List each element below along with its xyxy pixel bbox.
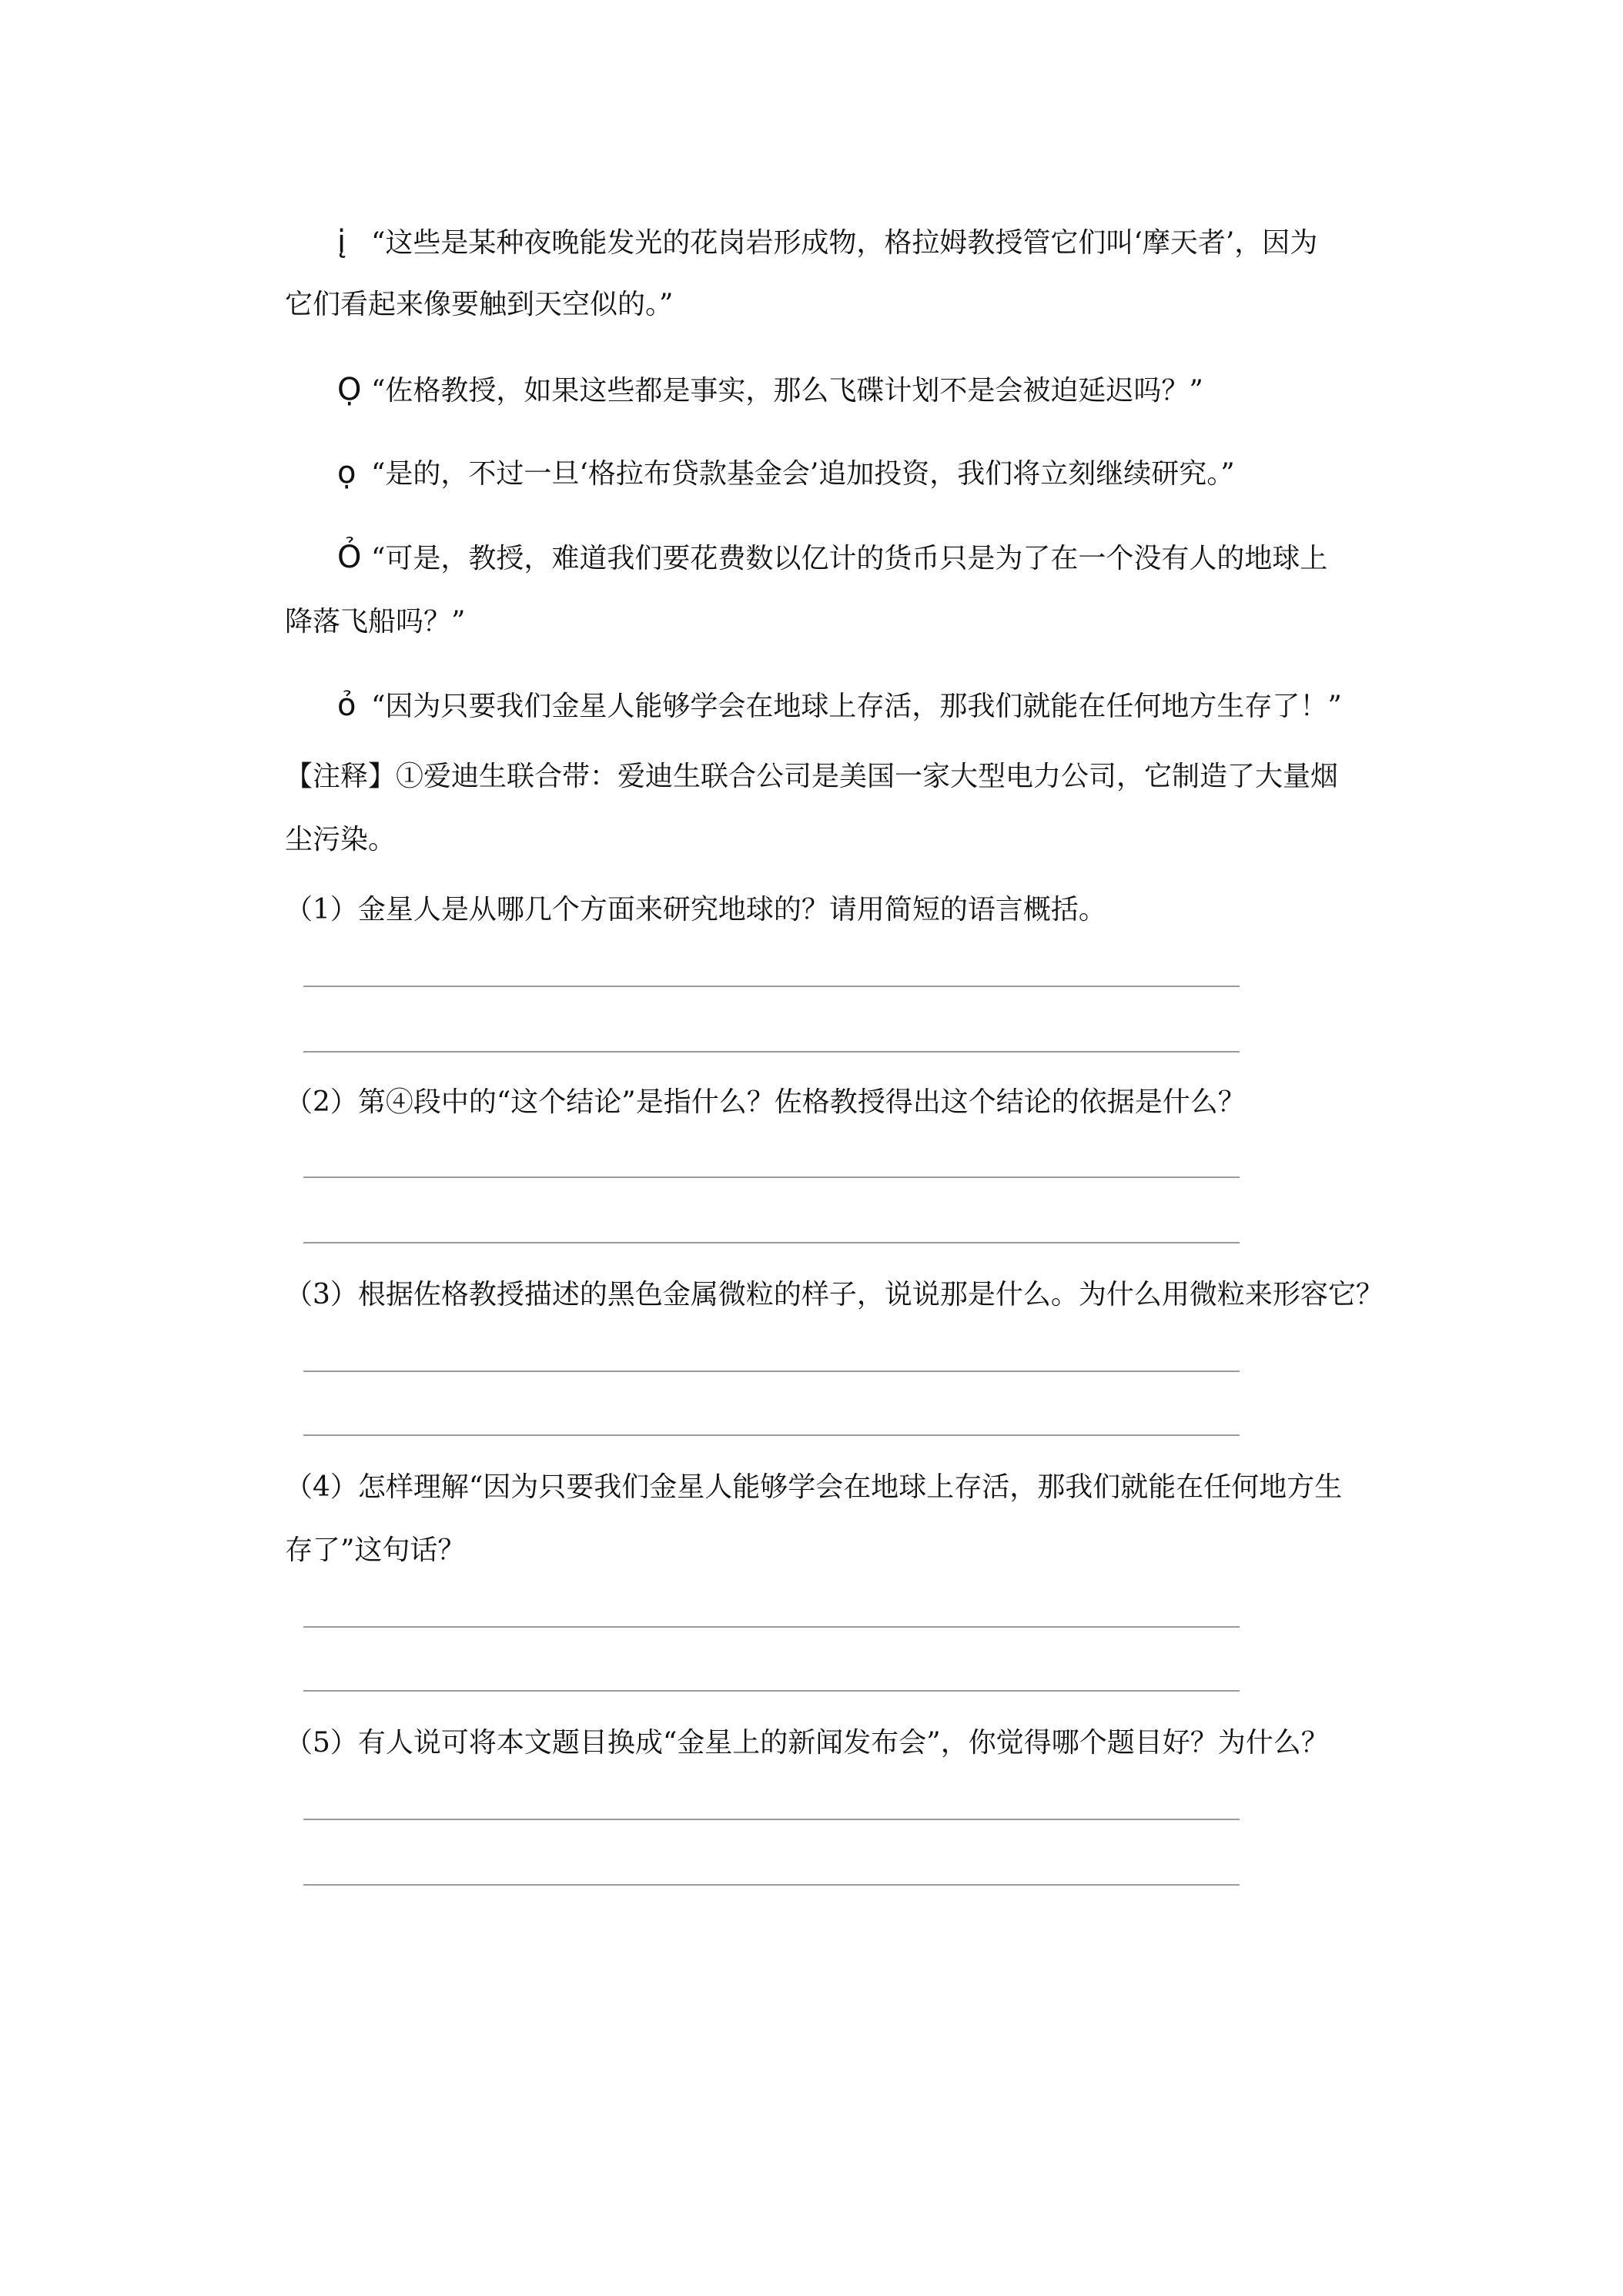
paragraph-marker: ỏ — [337, 688, 356, 723]
paragraph-line — [337, 539, 1327, 577]
answer-line[interactable] — [303, 1176, 1240, 1178]
paragraph-line: 降落飞船吗？” — [285, 606, 466, 638]
question-2-text: （2）第④段中的“这个结论”是指什么？佐格教授得出这个结论的依据是什么？ — [285, 1086, 1246, 1118]
question-4-text: （4）怎样理解“因为只要我们金星人能够学会在地球上存活，那我们就能在任何地方生 — [285, 1471, 1343, 1503]
question-5-text: （5）有人说可将本文题目换成“金星上的新闻发布会”，你觉得哪个题目好？为什么？ — [285, 1727, 1329, 1759]
answer-line[interactable] — [303, 1371, 1240, 1372]
paragraph-marker: Ỏ — [337, 540, 362, 575]
question-1-text: （1）金星人是从哪几个方面来研究地球的？请用简短的语言概括。 — [285, 894, 1106, 925]
answer-line[interactable] — [303, 986, 1240, 987]
note-line: 尘污染。 — [285, 824, 397, 855]
paragraph-text: “可是，教授，难道我们要花费数以亿计的货币只是为了在一个没有人的地球上 — [371, 543, 1328, 574]
paragraph-marker: į — [337, 224, 346, 259]
paragraph-line — [337, 223, 1317, 262]
paragraph-line — [337, 687, 1342, 725]
answer-line[interactable] — [303, 1819, 1240, 1820]
answer-line[interactable] — [303, 1051, 1240, 1053]
answer-line[interactable] — [303, 1434, 1240, 1436]
paragraph-marker: Ọ — [337, 372, 362, 407]
paragraph-text: “是的，不过一旦‘格拉布贷款基金会’追加投资，我们将立刻继续研究。” — [371, 458, 1235, 490]
paragraph-line — [337, 454, 1235, 493]
answer-line[interactable] — [303, 1242, 1240, 1243]
paragraph-marker: ọ — [337, 455, 356, 490]
paragraph-line: 它们看起来像要触到天空似的。” — [285, 289, 674, 320]
paragraph-text: “因为只要我们金星人能够学会在地球上存活，那我们就能在任何地方生存了！” — [371, 691, 1342, 722]
note-line: 【注释】①爱迪生联合带：爱迪生联合公司是美国一家大型电力公司，它制造了大量烟 — [285, 761, 1339, 792]
answer-line[interactable] — [303, 1626, 1240, 1628]
paragraph-line — [337, 371, 1203, 410]
answer-line[interactable] — [303, 1690, 1240, 1692]
answer-line[interactable] — [303, 1884, 1240, 1886]
paragraph-text: “这些是某种夜晚能发光的花岗岩形成物，格拉姆教授管它们叫‘摩天者’，因为 — [371, 227, 1318, 259]
question-3-text: （3）根据佐格教授描述的黑色金属微粒的样子，说说那是什么。为什么用微粒来形容它？ — [285, 1279, 1384, 1310]
paragraph-text: “佐格教授，如果这些都是事实，那么飞碟计划不是会被迫延迟吗？” — [371, 375, 1203, 407]
question-4-text: 存了”这句话？ — [285, 1535, 466, 1566]
